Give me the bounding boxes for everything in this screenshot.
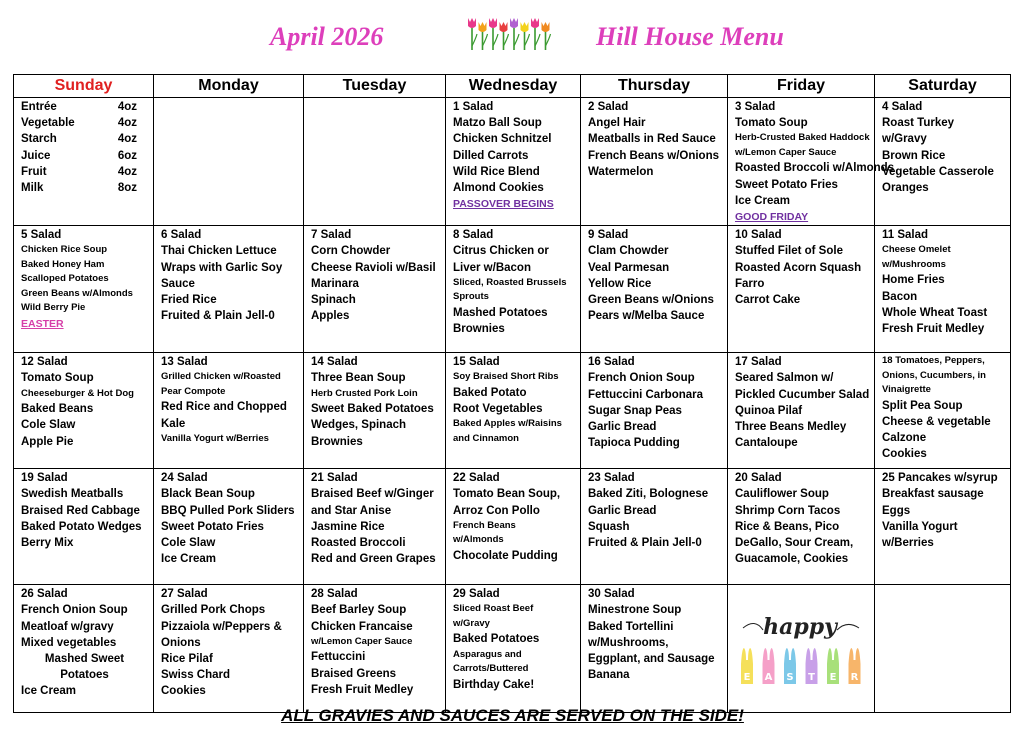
day-cell-friday (728, 226, 875, 353)
menu-item: Sweet Potato Fries (735, 178, 838, 191)
happy-easter-image (735, 598, 865, 698)
menu-item: Chicken Francaise (311, 620, 413, 633)
day-number-label: 21 Salad (311, 472, 358, 485)
day-number-label: 9 Salad (588, 229, 629, 242)
menu-item: Wraps with Garlic Soy (161, 261, 283, 274)
menu-item: Watermelon (588, 165, 654, 178)
menu-item: Vanilla Yogurt w/Berries (161, 432, 269, 444)
menu-item: Farro (735, 277, 765, 290)
menu-item: Fresh Fruit Medley (311, 683, 414, 696)
day-number-label: 11 Salad (882, 229, 929, 242)
menu-item: Sliced Roast Beef (453, 603, 534, 615)
menu-item: Chocolate Pudding (453, 549, 558, 562)
day-number-label: 4 Salad (882, 101, 923, 113)
menu-item: Asparagus and (453, 648, 522, 660)
holiday-label: GOOD FRIDAY (735, 211, 809, 224)
menu-item: Cookies (882, 448, 927, 461)
tulip-flower (479, 22, 487, 32)
menu-item: Calzone (882, 432, 927, 445)
menu-item: Roasted Acorn Squash (735, 261, 862, 274)
menu-item: Grilled Chicken w/Roasted (161, 371, 281, 383)
holiday-label: PASSOVER BEGINS (453, 198, 554, 211)
day-cell-friday (728, 98, 895, 226)
menu-item: Apples (311, 310, 350, 323)
menu-item: Swiss Chard (161, 669, 231, 682)
day-header-sunday: Sunday (14, 75, 154, 98)
menu-item: Ice Cream (735, 194, 790, 207)
day-cell-friday (728, 353, 875, 469)
portion-size: 4oz (117, 101, 137, 113)
menu-item: Quinoa Pilaf (735, 404, 803, 417)
menu-item: Vinaigrette (882, 384, 931, 396)
menu-item: Tomato Soup (735, 117, 808, 130)
menu-item: Fruited & Plain Jell-0 (161, 310, 275, 323)
day-number-label: 23 Salad (588, 472, 635, 485)
menu-item: Stuffed Filet of Sole (735, 245, 843, 258)
portion-size: 4oz (117, 165, 137, 178)
portion-legend-row (21, 99, 137, 115)
menu-item: Wild Rice Blend (453, 165, 540, 178)
day-number-label: 12 Salad (21, 356, 68, 369)
menu-item: Thai Chicken Lettuce (161, 245, 277, 258)
menu-item: Pizzaiola w/Peppers & (161, 620, 282, 633)
menu-item: w/Almonds (453, 534, 504, 546)
tulip-flower (531, 18, 539, 28)
menu-item: Tomato Bean Soup, (453, 488, 561, 501)
menu-item: Rice Pilaf (161, 653, 213, 666)
menu-item: Red Rice and Chopped (161, 401, 287, 414)
day-header-thursday: Thursday (581, 75, 728, 98)
menu-item: Brownies (453, 323, 505, 336)
day-number-label: 16 Salad (588, 356, 635, 369)
menu-item: Breakfast sausage (882, 488, 984, 501)
menu-item: Baked Potato (453, 386, 527, 399)
menu-item: Scalloped Potatoes (21, 273, 109, 285)
menu-item: Potatoes (60, 669, 109, 682)
portion-item: Milk (21, 182, 44, 195)
happy-script-text: happy (763, 614, 837, 641)
day-number-label: 15 Salad (453, 356, 500, 369)
menu-item: Roasted Broccoli (311, 537, 406, 550)
day-cell-sunday (14, 469, 154, 585)
menu-item: Arroz Con Pollo (453, 504, 540, 517)
day-number-label: 14 Salad (311, 356, 358, 369)
day-cell-monday (154, 98, 304, 226)
portion-size: 6oz (117, 149, 137, 162)
menu-item: Carrot Cake (735, 294, 801, 307)
menu-item: Sprouts (453, 291, 489, 303)
portion-legend-row (21, 115, 137, 131)
menu-item: Red and Green Grapes (311, 553, 436, 566)
menu-item: DeGallo, Sour Cream, (735, 537, 854, 550)
day-cell-sunday (14, 353, 154, 469)
menu-item: Rice & Beans, Pico (735, 520, 840, 533)
menu-item: Angel Hair (588, 117, 646, 130)
menu-item: Mashed Sweet (44, 653, 125, 666)
week-row (14, 585, 1011, 713)
footer-note: ALL GRAVIES AND SAUCES ARE SERVED ON THE SIDE! (281, 706, 744, 725)
portion-size: 8oz (117, 182, 137, 195)
menu-item: w/Mushrooms, (588, 636, 669, 649)
menu-item: Fettuccini Carbonara (588, 388, 704, 401)
menu-item: Green Beans w/Almonds (21, 287, 133, 299)
menu-item: Baked Honey Ham (21, 258, 105, 270)
menu-item: Cole Slaw (161, 537, 216, 550)
day-cell-saturday (875, 98, 1011, 226)
day-cell-wednesday (446, 353, 581, 469)
day-cell-saturday (875, 585, 1011, 713)
day-cell-thursday (581, 98, 728, 226)
menu-item: Mixed vegetables (21, 636, 117, 649)
menu-item: Braised Greens (311, 667, 397, 680)
day-header-monday: Monday (154, 75, 304, 98)
portion-legend-row (21, 131, 137, 147)
menu-item: Cheese Ravioli w/Basil (311, 261, 436, 274)
easter-letter: S (786, 672, 794, 684)
menu-item: Ice Cream (21, 685, 76, 698)
menu-item: Herb-Crusted Baked Haddock (735, 132, 870, 144)
menu-item: Onions, Cucumbers, in (882, 369, 986, 381)
menu-item: Baked Ziti, Bolognese (588, 488, 709, 501)
day-header-friday: Friday (728, 75, 875, 98)
day-number-label: 2 Salad (588, 101, 629, 113)
menu-item: Vanilla Yogurt (882, 520, 958, 533)
day-header-row (14, 75, 1011, 98)
menu-item: Sugar Snap Peas (588, 404, 682, 417)
menu-item: Kale (161, 417, 186, 430)
menu-item: Sauce (161, 277, 195, 290)
day-cell-thursday (581, 469, 728, 585)
day-cell-thursday (581, 585, 728, 713)
menu-item: Soy Braised Short Ribs (453, 371, 559, 383)
menu-item: Veal Parmesan (588, 261, 670, 274)
portion-legend-row (21, 148, 137, 164)
menu-item: Chicken Schnitzel (453, 133, 552, 146)
menu-item: Beef Barley Soup (311, 604, 407, 617)
day-cell-saturday (875, 353, 1011, 469)
menu-item: Eggs (882, 504, 911, 517)
menu-item: French Onion Soup (588, 372, 695, 385)
day-number-label: 29 Salad (453, 588, 500, 601)
menu-item: Clam Chowder (588, 245, 669, 258)
menu-item: Black Bean Soup (161, 488, 255, 501)
tulip-flower (489, 18, 497, 28)
menu-item: Wedges, Spinach (311, 419, 407, 432)
menu-item: w/Lemon Caper Sauce (735, 146, 837, 158)
menu-item: Banana (588, 669, 630, 682)
day-cell-tuesday (304, 469, 446, 585)
menu-item: Baked Potato Wedges (21, 520, 142, 533)
menu-item: Three Beans Medley (735, 421, 847, 434)
menu-item: Vegetable Casserole (882, 165, 994, 178)
easter-letter: R (850, 672, 859, 684)
menu-item: Dilled Carrots (453, 149, 529, 162)
menu-item: and Star Anise (311, 504, 392, 517)
menu-item: Berry Mix (21, 537, 74, 550)
day-cell-saturday (875, 469, 1011, 585)
menu-item: Citrus Chicken or (453, 245, 549, 258)
menu-item: and Cinnamon (453, 432, 519, 444)
tulip-flower (521, 22, 529, 32)
menu-item: Matzo Ball Soup (453, 117, 542, 130)
menu-item: Fettuccini (311, 651, 366, 664)
day-number-label: 18 Tomatoes, Peppers, (882, 355, 985, 367)
day-number-label: 3 Salad (735, 101, 776, 113)
menu-item: Ice Cream (161, 553, 216, 566)
day-cell-friday (728, 469, 875, 585)
day-number-label: 19 Salad (21, 472, 68, 485)
menu-item: Spinach (311, 294, 356, 307)
day-number-label: 13 Salad (161, 356, 208, 369)
menu-item: Cookies (161, 685, 206, 698)
menu-item: French Beans w/Onions (588, 149, 719, 162)
portion-legend-row (21, 180, 137, 196)
menu-item: Tapioca Pudding (588, 437, 680, 450)
tulips-icon (466, 14, 552, 52)
menu-item: Jasmine Rice (311, 520, 385, 533)
menu-item: Herb Crusted Pork Loin (311, 387, 418, 399)
menu-item: Onions (161, 636, 201, 649)
menu-item: Baked Beans (21, 403, 94, 416)
menu-item: Garlic Bread (588, 504, 657, 517)
menu-item: Marinara (311, 277, 359, 290)
day-number-label: 10 Salad (735, 229, 782, 242)
menu-item: Fruited & Plain Jell-0 (588, 537, 702, 550)
menu-item: BBQ Pulled Pork Sliders (161, 504, 295, 517)
menu-item: Fresh Fruit Medley (882, 323, 985, 336)
menu-item: Eggplant, and Sausage (588, 653, 715, 666)
tulip-flower (510, 18, 518, 28)
day-cell-sunday (14, 226, 154, 353)
menu-item: Apple Pie (21, 435, 74, 448)
menu-item: Three Bean Soup (311, 372, 406, 385)
menu-item: Root Vegetables (453, 403, 543, 416)
day-number-label: 22 Salad (453, 472, 500, 485)
day-cell-tuesday (304, 98, 446, 226)
day-cell-tuesday (304, 585, 446, 713)
menu-item: Cole Slaw (21, 419, 76, 432)
easter-letter: T (808, 672, 815, 684)
menu-item: Pickled Cucumber Salad (735, 388, 870, 401)
menu-item: Grilled Pork Chops (161, 604, 266, 617)
menu-item: Chicken Rice Soup (21, 244, 108, 256)
menu-item: Cheese Omelet (882, 244, 951, 256)
portion-size: 4oz (117, 133, 137, 146)
menu-item: Liver w/Bacon (453, 261, 531, 274)
day-number-label: 5 Salad (21, 229, 62, 242)
day-number-label: 17 Salad (735, 356, 782, 369)
menu-item: French Onion Soup (21, 604, 128, 617)
day-cell-monday (154, 226, 304, 353)
menu-item: w/Berries (882, 537, 934, 550)
day-cell-wednesday (446, 226, 581, 353)
day-cell-wednesday (446, 469, 581, 585)
day-cell-saturday (875, 226, 1011, 353)
week-row (14, 98, 1011, 226)
portion-item: Entrée (21, 101, 57, 113)
week-row (14, 469, 1011, 585)
menu-item: Brownies (311, 435, 363, 448)
day-cell-sunday (14, 585, 154, 713)
menu-item: Brown Rice (882, 149, 946, 162)
header (0, 0, 1025, 72)
menu-item: Green Beans w/Onions (588, 294, 714, 307)
menu-calendar (13, 74, 1011, 713)
menu-item: Mashed Potatoes (453, 306, 548, 319)
day-cell-tuesday (304, 353, 446, 469)
menu-item: Cheese & vegetable (882, 415, 991, 428)
menu-item: Pear Compote (161, 385, 226, 397)
menu-item: Swedish Meatballs (21, 488, 124, 501)
menu-item: Cantaloupe (735, 437, 798, 450)
menu-item: Birthday Cake! (453, 678, 535, 691)
day-number-label: 24 Salad (161, 472, 208, 485)
day-cell-thursday (581, 226, 728, 353)
holiday-label: EASTER (21, 317, 64, 330)
day-number-label: 20 Salad (735, 472, 782, 485)
menu-item: Yellow Rice (588, 277, 652, 290)
menu-item: Minestrone Soup (588, 604, 682, 617)
day-number-label: 6 Salad (161, 229, 202, 242)
week-row (14, 353, 1011, 469)
easter-letter: E (743, 672, 751, 684)
menu-item: Guacamole, Cookies (735, 553, 849, 566)
day-number-label: 7 Salad (311, 229, 352, 242)
menu-item: Bacon (882, 290, 918, 303)
house-title: Hill House Menu (596, 22, 784, 51)
day-cell-wednesday (446, 98, 581, 226)
day-cell-tuesday (304, 226, 446, 353)
day-number-label: 1 Salad (453, 101, 494, 113)
menu-item: Garlic Bread (588, 421, 657, 434)
day-number-label: 28 Salad (311, 588, 358, 601)
day-number-label: 30 Salad (588, 588, 635, 601)
portion-size: 4oz (117, 117, 137, 130)
menu-item: Baked Apples w/Raisins (453, 418, 562, 430)
portion-item: Starch (21, 133, 57, 146)
menu-item: Almond Cookies (453, 182, 544, 195)
day-number-label: 27 Salad (161, 588, 208, 601)
tulip-flower (468, 18, 476, 28)
day-header-saturday: Saturday (875, 75, 1011, 98)
day-cell-sunday (14, 98, 154, 226)
menu-item: Meatballs in Red Sauce (588, 133, 716, 146)
portion-item: Juice (21, 149, 51, 162)
tulip-flower (542, 22, 550, 32)
day-cell-friday (728, 585, 875, 713)
menu-item: w/Mushrooms (882, 258, 946, 270)
day-cell-monday (154, 353, 304, 469)
menu-item: Braised Red Cabbage (21, 504, 140, 517)
day-header-tuesday: Tuesday (304, 75, 446, 98)
menu-item: Seared Salmon w/ (735, 372, 834, 385)
menu-item: Pears w/Melba Sauce (588, 310, 705, 323)
menu-item: w/Lemon Caper Sauce (311, 635, 413, 647)
menu-item: Sweet Baked Potatoes (311, 403, 434, 416)
menu-item: Oranges (882, 182, 929, 195)
easter-letter: E (829, 672, 837, 684)
portion-legend-row (21, 164, 137, 180)
day-number-label: 25 Pancakes w/syrup (882, 472, 998, 485)
menu-item: Roast Turkey (882, 117, 955, 130)
menu-item: Sliced, Roasted Brussels (453, 276, 567, 288)
week-row (14, 226, 1011, 353)
portion-item: Vegetable (21, 117, 75, 130)
easter-letter: A (764, 672, 773, 684)
menu-item: Cauliflower Soup (735, 488, 829, 501)
menu-item: Carrots/Buttered (453, 663, 529, 675)
menu-item: Roasted Broccoli w/Almonds (735, 162, 895, 175)
menu-item: w/Gravy (882, 133, 927, 146)
day-number-label: 8 Salad (453, 229, 494, 242)
day-cell-wednesday (446, 585, 581, 713)
menu-item: Wild Berry Pie (21, 302, 86, 314)
menu-item: Baked Tortellini (588, 620, 674, 633)
menu-item: Braised Beef w/Ginger (311, 488, 434, 501)
day-number-label: 26 Salad (21, 588, 68, 601)
month-title: April 2026 (270, 22, 384, 51)
menu-item: Fried Rice (161, 294, 217, 307)
menu-item: Meatloaf w/gravy (21, 620, 114, 633)
tulip-flower (500, 22, 508, 32)
menu-item: Tomato Soup (21, 372, 94, 385)
portion-item: Fruit (21, 165, 47, 178)
menu-item: French Beans (453, 519, 516, 531)
menu-item: Squash (588, 520, 630, 533)
day-cell-monday (154, 469, 304, 585)
menu-item: Whole Wheat Toast (882, 306, 988, 319)
day-cell-thursday (581, 353, 728, 469)
menu-item: w/Gravy (453, 617, 490, 629)
menu-item: Shrimp Corn Tacos (735, 504, 841, 517)
menu-item: Cheeseburger & Hot Dog (21, 387, 134, 399)
menu-item: Sweet Potato Fries (161, 520, 264, 533)
menu-item: Split Pea Soup (882, 399, 963, 412)
menu-item: Corn Chowder (311, 245, 391, 258)
day-header-wednesday: Wednesday (446, 75, 581, 98)
menu-item: Baked Potatoes (453, 633, 540, 646)
day-cell-monday (154, 585, 304, 713)
menu-item: Home Fries (882, 274, 945, 287)
